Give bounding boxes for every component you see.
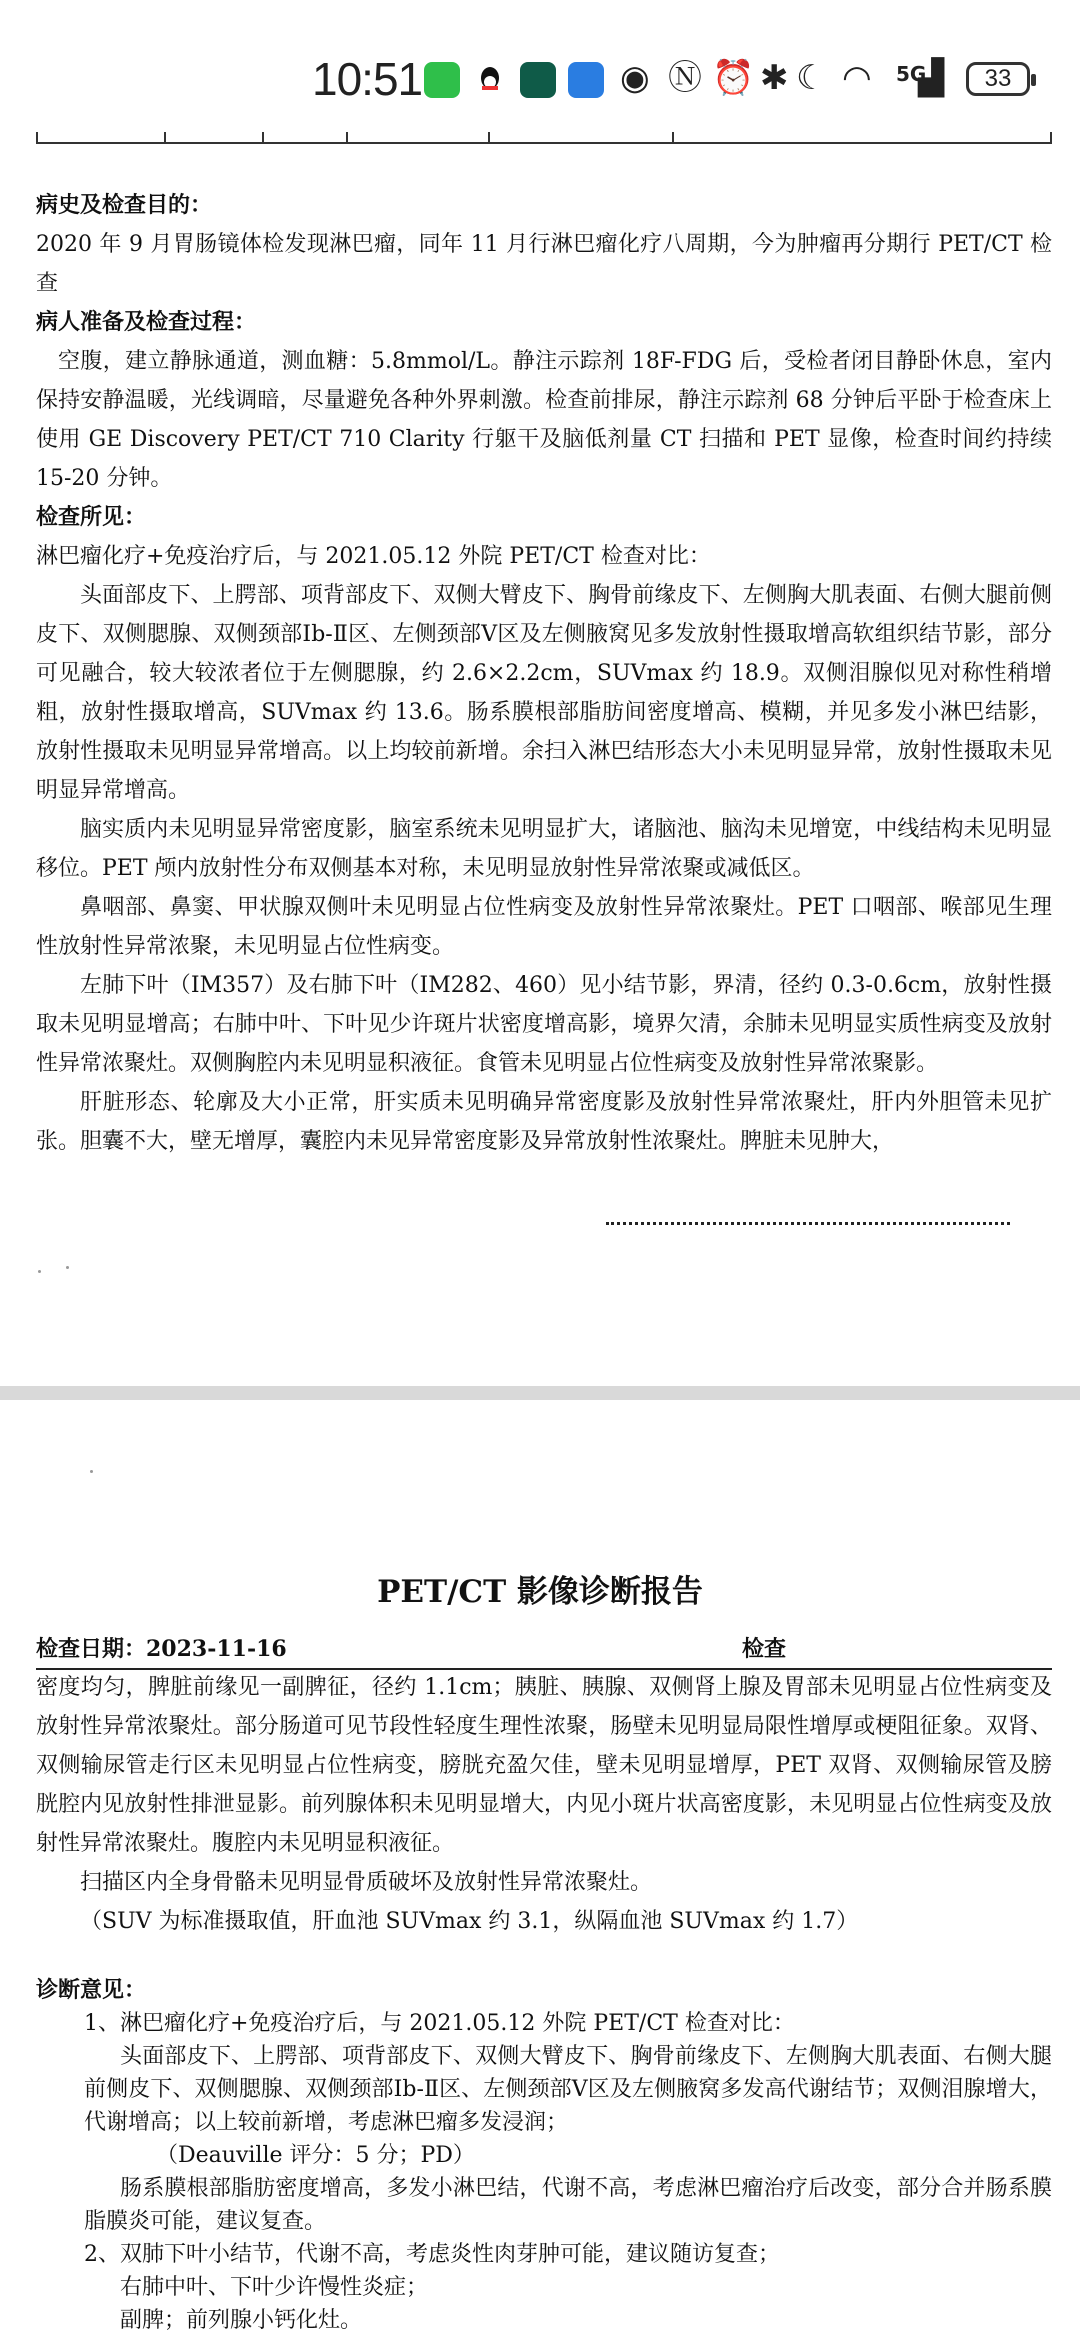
findings-paragraph: 鼻咽部、鼻窦、甲状腺双侧叶未见明显占位性病变及放射性异常浓聚灶。PET 口咽部、喉部见生理性放射性异常浓聚，未见明显占位性病变。 (36, 895, 1052, 959)
dotted-line (606, 1218, 1010, 1225)
exam-label-right: 检查 (742, 1636, 787, 1662)
diagnosis-section (36, 1974, 1052, 2337)
diagnosis-heading: 诊断意见： (36, 1977, 147, 2003)
signal-bars-icon: ▟ (918, 58, 945, 98)
table-tick (262, 132, 264, 144)
diagnosis-item-2a: 右肺中叶、下叶少许慢性炎症； (120, 2275, 429, 2300)
page-divider (0, 1386, 1080, 1400)
history-text: 2020 年 9 月胃肠镜体检发现淋巴瘤，同年 11 月行淋巴瘤化疗八周期，今为肿瘤再分期行 PET/CT 检查 (36, 232, 1052, 296)
diagnosis-item-1b: （Deauville 评分：5 分；PD） (156, 2143, 475, 2168)
wifi-icon: ◠ (842, 58, 872, 98)
exam-date-bar (36, 1628, 1052, 1670)
report-page-1 (36, 186, 1052, 1161)
clock: 10:51 (312, 53, 423, 105)
scan-speck (38, 1270, 41, 1273)
battery-icon: 33 (966, 62, 1030, 96)
diagnosis-item-1: 1、淋巴瘤化疗+免疫治疗后，与 2021.05.12 外院 PET/CT 检查对比： (84, 2011, 795, 2036)
history-heading: 病史及检查目的： (36, 192, 213, 218)
diagnosis-item-2: 2、双肺下叶小结节，代谢不高，考虑炎性肉芽肿可能，建议随访复查； (84, 2242, 780, 2267)
findings-intro: 淋巴瘤化疗+免疫治疗后，与 2021.05.12 外院 PET/CT 检查对比： (36, 544, 711, 569)
prep-text: 空腹，建立静脉通道，测血糖：5.8mmol/L。静注示踪剂 18F-FDG 后，受检者闭目静卧休息，室内保持安静温暖，光线调暗，尽量避免各种外界刺激。检查前排尿，静注示踪剂 68 分钟后平卧于检查床上使用 GE Discovery PET/CT 710 Clarity 行躯干及脑低剂量 CT 扫描和 PET 显像，检查时间约持续 15-20 分钟。 (36, 349, 1052, 491)
nfc-icon: Ⓝ (668, 58, 702, 98)
scan-speck (90, 1470, 93, 1473)
wechat-icon (424, 62, 460, 98)
report-title: PET/CT 影像诊断报告 (377, 1574, 703, 1610)
findings-heading: 检查所见： (36, 504, 147, 530)
qq-icon (472, 62, 508, 98)
suv-note: （SUV 为标准摄取值，肝血池 SUVmax 约 3.1，纵隔血池 SUVmax 约 1.7） (80, 1909, 859, 1934)
diagnosis-item-2b: 副脾；前列腺小钙化灶。 (120, 2308, 363, 2333)
findings-paragraph: 肝脏形态、轮廓及大小正常，肝实质未见明确异常密度影及放射性异常浓聚灶，肝内外胆管未见扩张。胆囊不大，壁无增厚，囊腔内未见异常密度影及异常放射性浓聚灶。脾脏未见肿大， (36, 1090, 1052, 1154)
table-tick (672, 132, 674, 144)
table-edge-line (36, 142, 1052, 144)
bluetooth-icon: ✱ (760, 58, 789, 98)
alarm-icon: ⏰ (712, 58, 755, 98)
eye-icon: ◉ (620, 58, 650, 98)
app-blue-icon (568, 62, 604, 98)
report-page-2 (36, 1668, 1052, 1941)
table-tick (346, 132, 348, 144)
moon-icon: ☾ (796, 58, 827, 98)
diagnosis-item-1c: 肠系膜根部脂肪密度增高，多发小淋巴结，代谢不高，考虑淋巴瘤治疗后改变，部分合并肠系膜脂膜炎可能，建议复查。 (84, 2176, 1052, 2234)
signal-icon: 5G (896, 62, 927, 86)
scan-speck (66, 1266, 69, 1269)
diagnosis-item-1a: 头面部皮下、上腭部、项背部皮下、双侧大臂皮下、胸骨前缘皮下、左侧胸大肌表面、右侧大腿前侧皮下、双侧腮腺、双侧颈部Ⅰb-Ⅱ区、左侧颈部Ⅴ区及左侧腋窝多发高代谢结节；双侧泪腺增大，代谢增高；以上较前新增，考虑淋巴瘤多发浸润； (84, 2044, 1052, 2135)
table-tick (488, 132, 490, 144)
continued-paragraph: 密度均匀，脾脏前缘见一副脾征，径约 1.1cm；胰脏、胰腺、双侧肾上腺及胃部未见明显占位性病变及放射性异常浓聚灶。部分肠道可见节段性轻度生理性浓聚，肠壁未见明显局限性增厚或梗阻征象。双肾、双侧输尿管走行区未见明显占位性病变，膀胱充盈欠佳，壁未见明显增厚，PET 双肾、双侧输尿管及膀胱腔内见放射性排泄显影。前列腺体积未见明显增大，内见小斑片状高密度影，未见明显占位性病变及放射性异常浓聚灶。腹腔内未见明显积液征。 (36, 1675, 1052, 1856)
findings-paragraph: 左肺下叶（IM357）及右肺下叶（IM282、460）见小结节影，界清，径约 0.3-0.6cm，放射性摄取未见明显增高；右肺中叶、下叶见少许斑片状密度增高影，境界欠清，余肺未见明显实质性病变及放射性异常浓聚灶。双侧胸腔内未见明显积液征。食管未见明显占位性病变及放射性异常浓聚影。 (36, 973, 1052, 1076)
prep-heading: 病人准备及检查过程： (36, 309, 257, 335)
bone-findings: 扫描区内全身骨骼未见明显骨质破坏及放射性异常浓聚灶。 (80, 1870, 653, 1895)
table-tick (164, 132, 166, 144)
findings-paragraph: 脑实质内未见明显异常密度影，脑室系统未见明显扩大，诸脑池、脑沟未见增宽，中线结构未见明显移位。PET 颅内放射性分布双侧基本对称，未见明显放射性异常浓聚或减低区。 (36, 817, 1052, 881)
table-tick (36, 132, 38, 144)
status-bar (0, 0, 1080, 140)
table-tick (1050, 132, 1052, 144)
findings-paragraph: 头面部皮下、上腭部、项背部皮下、双侧大臂皮下、胸骨前缘皮下、左侧胸大肌表面、右侧大腿前侧皮下、双侧腮腺、双侧颈部Ⅰb-Ⅱ区、左侧颈部Ⅴ区及左侧腋窝见多发放射性摄取增高软组织结节影，部分可见融合，较大较浓者位于左侧腮腺，约 2.6×2.2cm，SUVmax 约 18.9。双侧泪腺似见对称性稍增粗，放射性摄取增高，SUVmax 约 13.6。肠系膜根部脂肪间密度增高、模糊，并见多发小淋巴结影，放射性摄取未见明显异常增高。以上均较前新增。余扫入淋巴结形态大小未见明显异常，放射性摄取未见明显异常增高。 (36, 583, 1052, 803)
app-icon (520, 62, 556, 98)
exam-date: 检查日期：2023-11-16 (36, 1636, 287, 1662)
